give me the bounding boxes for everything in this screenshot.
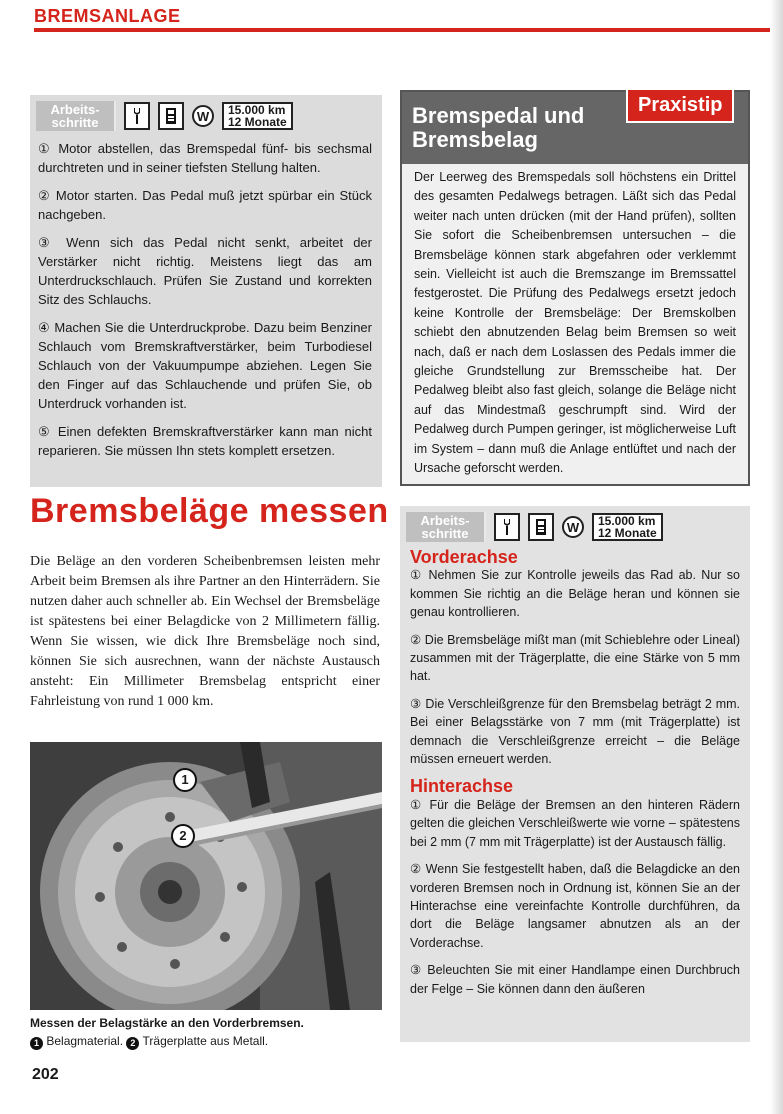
service-interval-box bbox=[592, 513, 663, 541]
tip-box bbox=[400, 90, 750, 486]
caption-item-1: Belagmaterial. bbox=[46, 1034, 124, 1048]
service-months: 12 Monate bbox=[228, 115, 287, 129]
steps-right-header bbox=[406, 512, 663, 542]
workshop-w-icon: W bbox=[192, 105, 214, 127]
step-2: ② Motor starten. Das Pedal muß jetzt spürbar ein Stück nachgeben. bbox=[38, 188, 372, 222]
page-edge-shadow bbox=[770, 0, 783, 1114]
oil-can-icon bbox=[528, 513, 554, 541]
workshop-w-icon: W bbox=[562, 516, 584, 538]
caption-title: Messen der Belagstärke an den Vorderbremsen. bbox=[30, 1016, 304, 1030]
tip-title-line-2: Bremsbelag bbox=[412, 127, 538, 152]
rear-axle-heading: Hinterachse bbox=[410, 776, 514, 797]
steps-text bbox=[38, 139, 372, 469]
steps-right-text bbox=[410, 548, 740, 998]
main-heading: Bremsbeläge messen bbox=[30, 492, 389, 530]
step-3: ③ Wenn sich das Pedal nicht senkt, arbeitet der Verstärker nicht richtig. Meistens liegt das am Unterdruckschlauch. Prüfen Sie Zustand und korrekten Sitz des Schlauchs. bbox=[38, 235, 372, 307]
tip-text: Der Leerweg des Bremspedals soll höchstens ein Drittel des gesamten Pedalwegs betragen. Läßt sich das Pedal weiter nach unten drücken (mit der Hand prüfen), sollten Sie sofort die Scheibenbremsen untersuchen – die Bremsbeläge können stark abgefahren oder verklemmt sein. Vielleicht ist auch die Bremszange im Bremssattel festgerostet. Die Prüfung des Pedalwegs ersetzt jedoch keine Kontrolle der Bremsbeläge: Der Bremskolben schiebt den abnutzenden Belag beim Bremsen so weit nach, daß er nach dem Loslassen des Pedals immer die gleiche Grundstellung zur Bremsscheibe hat. Der Pedalweg bleibt also fast gleich, solange die Beläge nicht auf das Mindestmaß geschrumpft sind. Wird der Pedalweg durch Pumpen geringer, ist möglicherweise Luft im System – dann muß die Anlage entlüftet und nach der Ursache geforscht werden. bbox=[414, 170, 736, 476]
tip-title-line-1: Bremspedal und bbox=[412, 103, 585, 128]
wrench-icon bbox=[494, 513, 520, 541]
front-step-3: ③ Die Verschleißgrenze für den Bremsbelag beträgt 2 mm. Bei einer Belagsstärke von 7 mm (mit Trägerplatte) ist demnach die Verschleißgrenze erreicht – die Beläge müssen erneuert werden. bbox=[410, 696, 740, 767]
section-title: BREMSANLAGE bbox=[34, 6, 181, 26]
caption-marker-2: 2 bbox=[126, 1037, 139, 1050]
marker-2: 2 bbox=[171, 824, 195, 848]
rear-step-2: ② Wenn Sie festgestellt haben, daß die Belagdicke an den vorderen Bremsen noch in Ordnung ist, können Sie an der Hinterachse eine vereinfachte Kontrolle durchführen, da dort die Beläge langsamer abnutzen als an der Vorderachse. bbox=[410, 862, 740, 950]
service-months: 12 Monate bbox=[598, 526, 657, 540]
step-4: ④ Machen Sie die Unterdruckprobe. Dazu beim Benziner Schlauch vom Bremskraftverstärker, beim Turbodiesel Schlauch von der Vakuumpumpe abziehen. Legen Sie den Finger auf das Schlauchende und prüfen Sie, ob Unterdruck vorhanden ist. bbox=[38, 320, 372, 411]
brake-illustration bbox=[30, 742, 382, 1010]
brake-photo bbox=[30, 742, 382, 1010]
step-5: ⑤ Einen defekten Bremskraftverstärker kann man nicht reparieren. Sie müssen Ihn stets komplett ersetzen. bbox=[38, 424, 372, 458]
main-intro: Die Beläge an den vorderen Scheibenbremsen leisten mehr Arbeit beim Bremsen als ihre Partner an den Hinterrädern. Sie nutzen daher auch schneller ab. Ein Wechsel der Bremsbeläge ist spätestens bei einer Belagdicke von 2 Millimetern fällig. Wenn Sie wissen, wie dick Ihre Bremsbeläge noch sind, können Sie sich ausrechnen, wann der nächste Austausch ansteht: Ein Millimeter Bremsbelag entspricht einer Fahrleistung von rund 1 000 km. bbox=[30, 554, 380, 709]
oil-can-icon bbox=[158, 102, 184, 130]
step-1: ① Motor abstellen, das Bremspedal fünf- bis sechsmal durchtreten und in seiner tiefsten Stellung halten. bbox=[38, 141, 372, 175]
front-step-1: ① Nehmen Sie zur Kontrolle jeweils das Rad ab. Nur so kommen Sie richtig an die Beläge heran und können sie genau kontrollieren. bbox=[410, 568, 740, 620]
marker-1: 1 bbox=[173, 768, 197, 792]
service-interval-box bbox=[222, 102, 293, 130]
wrench-icon bbox=[124, 102, 150, 130]
service-km: 15.000 km bbox=[228, 103, 286, 117]
steps-right-label: Arbeits-schritte bbox=[406, 512, 486, 542]
figure-caption bbox=[30, 1014, 382, 1050]
praxistip-badge: Praxistip bbox=[626, 88, 734, 123]
front-axle-heading: Vorderachse bbox=[410, 547, 518, 567]
steps-right-box bbox=[400, 506, 750, 1042]
steps-label: Arbeits-schritte bbox=[36, 101, 116, 131]
steps-box bbox=[30, 95, 382, 487]
front-step-2: ② Die Bremsbeläge mißt man (mit Schieblehre oder Lineal) zusammen mit der Trägerplatte, die eine Stärke von 5 mm hat. bbox=[410, 632, 740, 684]
service-km: 15.000 km bbox=[598, 514, 656, 528]
steps-header bbox=[36, 101, 293, 131]
rear-step-1: ① Für die Beläge der Bremsen an den hinteren Rädern gelten die gleichen Verschleißwerte wie vorne – spätestens bei 2 mm (7 mm mit Trägerplatte) ist der Austausch fällig. bbox=[410, 797, 740, 849]
page-number: 202 bbox=[32, 1066, 59, 1083]
caption-item-2: Trägerplatte aus Metall. bbox=[142, 1034, 269, 1048]
section-rule bbox=[34, 28, 777, 32]
caption-marker-1: 1 bbox=[30, 1037, 43, 1050]
rear-step-3: ③ Beleuchten Sie mit einer Handlampe einen Durchbruch der Felge – Sie können dann den äußeren bbox=[410, 963, 740, 996]
caption-items bbox=[30, 1032, 382, 1050]
